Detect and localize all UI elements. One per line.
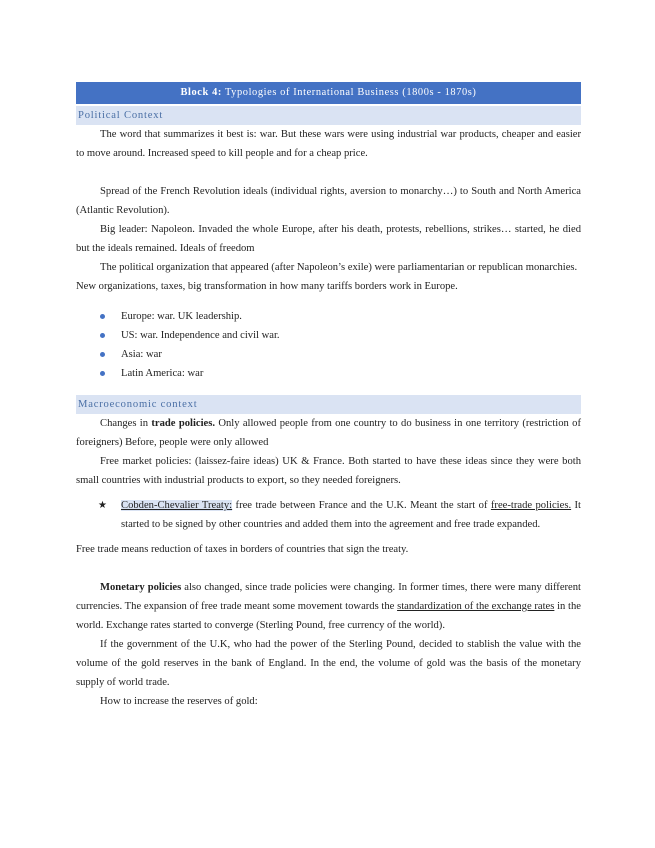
- standardization-term: standardization of the exchange rates: [397, 601, 555, 612]
- political-p4: The political organization that appeared (after Napoleon’s exile) were parliamentarian or republican monarchies.: [100, 262, 578, 273]
- bullet-icon: [100, 333, 105, 338]
- spacer: [76, 163, 581, 182]
- macro-p5: If the government of the U.K, who had the power of the Sterling Pound, decided to stablish the value with the volume of the gold reserves in the bank of England. In the end, the volume of gold was the basis of the monetary supply of world trade.: [76, 639, 581, 688]
- treaty-item: ★ Cobden-Chevalier Treaty: free trade between France and the U.K. Meant the start of free-trade policies. It started to be signed by other countries and added them into the agreement and free trade expanded.: [76, 496, 581, 534]
- macro-p6: How to increase the reserves of gold:: [100, 696, 258, 707]
- political-p5: New organizations, taxes, big transformation in how many tariffs borders work in Europe.: [76, 281, 458, 292]
- free-trade-term: free-trade policies.: [490, 500, 572, 511]
- list-item: Europe: war. UK leadership.: [76, 307, 581, 326]
- star-icon: ★: [98, 500, 107, 511]
- banner-bold: Block 4:: [180, 87, 222, 98]
- spacer: [76, 383, 581, 393]
- trade-policies-term: trade policies.: [151, 418, 216, 429]
- treaty-name: Cobden-Chevalier Treaty:: [121, 500, 233, 511]
- monetary-policies-term: Monetary policies: [100, 582, 182, 593]
- banner-title: Typologies of International Business (1800s - 1870s): [221, 87, 477, 98]
- political-p1: The word that summarizes it best is: war. But these wars were using industrial war products, cheaper and easier to move around. Increased speed to kill people and for a cheap price.: [76, 129, 581, 159]
- macro-p2: Free market policies: (laissez-faire ideas) UK & France. Both started to have these ideas since they were both small countries with industrial products to export, so they needed foreigners.: [76, 456, 581, 486]
- macro-heading: Macroeconomic context: [76, 395, 581, 414]
- macro-p3: Free trade means reduction of taxes in borders of countries that sign the treaty.: [76, 544, 409, 555]
- macro-p1: Changes in trade policies. Only allowed people from one country to do business in one territory (restriction of foreigners) Before, people were only allowed: [76, 418, 581, 448]
- spacer: [76, 559, 581, 578]
- document-page: [76, 82, 581, 711]
- list-item: US: war. Independence and civil war.: [76, 326, 581, 345]
- bullet-icon: [100, 352, 105, 357]
- political-p2: Spread of the French Revolution ideals (individual rights, aversion to monarchy…) to South and North America (Atlantic Revolution).: [76, 186, 581, 216]
- block-banner: [76, 82, 581, 104]
- region-list: [76, 307, 581, 383]
- list-item: Latin America: war: [76, 364, 581, 383]
- political-heading: Political Context: [76, 106, 581, 125]
- bullet-icon: [100, 314, 105, 319]
- spacer: [76, 296, 581, 307]
- macro-p4: Monetary policies also changed, since trade policies were changing. In former times, there were many different currencies. The expansion of free trade meant some movement towards the standardization of the exchange rates in the world. Exchange rates started to converge (Sterling Pound, free currency of the world).: [76, 582, 581, 631]
- list-item: Asia: war: [76, 345, 581, 364]
- bullet-icon: [100, 371, 105, 376]
- political-p3: Big leader: Napoleon. Invaded the whole Europe, after his death, protests, rebellions, strikes… started, he died but the ideals remained. Ideals of freedom: [76, 224, 581, 254]
